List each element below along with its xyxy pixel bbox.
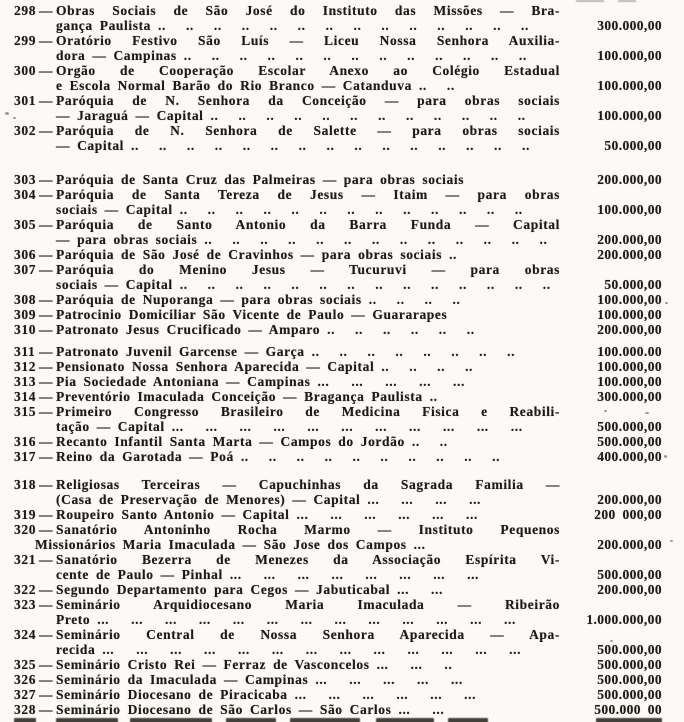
entry-line: [0, 612, 684, 627]
entry-dash: —: [39, 434, 54, 449]
entry-dash: —: [39, 63, 54, 78]
entry-text: — para obras sociais: [56, 232, 198, 247]
entry-amount: 200.000,00: [597, 537, 662, 552]
entry-line: [0, 232, 684, 247]
leader-dots: ... ... ... ... ... ... ... ... ... ... ... ... ...: [97, 612, 516, 627]
entry-line: [0, 202, 684, 217]
entry-number: 310: [14, 322, 37, 337]
entry-line: [0, 597, 684, 612]
entry-text: Pia Sociedade Antoniana — Campinas: [56, 374, 311, 389]
entry-line: [0, 292, 684, 307]
entry-line: [0, 123, 684, 138]
entry-text: Paróquia de São José de Cravinhos — para obras sociais: [56, 247, 443, 262]
entry-text: Seminário Cristo Rei — Ferraz de Vasconcelos: [56, 657, 370, 672]
entry-line: [0, 419, 684, 434]
entry-number: 318: [14, 477, 37, 492]
entry-dash: —: [39, 702, 54, 717]
entry-dash: —: [39, 292, 54, 307]
entry-dash: —: [39, 217, 54, 232]
leader-dots: ..: [449, 247, 458, 262]
entry-text: Preto: [56, 612, 91, 627]
leader-dots: .. .. .. .. .. .. .. ..: [311, 344, 516, 359]
entry-line: [0, 477, 684, 492]
entry-number: 325: [14, 657, 37, 672]
entry-text: Obras Sociais de São José do Instituto das Missões — Bra-: [56, 3, 560, 18]
entry-line: [0, 3, 684, 18]
leader-dots: .. .. .. ..: [368, 292, 461, 307]
entry-amount: 500.000,00: [597, 687, 662, 702]
entry-number: 321: [14, 552, 37, 567]
leader-dots: .. ..: [418, 78, 455, 93]
entry-line: [0, 18, 684, 33]
entry-line: [0, 522, 684, 537]
leader-dots: .. .. .. .. .. .. .. .. .. .. .. .. ..: [183, 48, 527, 63]
scan-speck: [664, 455, 667, 458]
entry-line: [0, 627, 684, 642]
leader-dots: .. .. .. .. .. .. .. .. .. ..: [240, 449, 501, 464]
entry-number: 299: [14, 33, 37, 48]
entry-amount: 100.000,00: [597, 359, 662, 374]
entry-amount: 500.000 00: [594, 702, 662, 717]
entry-amount: 200.000,00: [597, 582, 662, 597]
entry-amount: 100.000.00: [597, 344, 662, 359]
entry-text: Primeiro Congresso Brasileiro de Medicina Fisica e Reabili-: [56, 404, 560, 419]
entry-text: — Capital: [56, 138, 125, 153]
entry-amount: 100.000,00: [597, 78, 662, 93]
entry-dash: —: [39, 627, 54, 642]
entry-number: 317: [14, 449, 37, 464]
entry-line: [0, 507, 684, 522]
entry-list: [0, 3, 684, 717]
scan-speck: [670, 540, 673, 542]
scan-speck: [610, 640, 613, 642]
entry-number: 300: [14, 63, 37, 78]
scan-speck: [665, 302, 668, 304]
entry-line: [0, 552, 684, 567]
scan-speck: [645, 412, 649, 414]
entry-line: [0, 187, 684, 202]
entry-amount: 500.000,00: [597, 642, 662, 657]
entry-dash: —: [39, 93, 54, 108]
entry-text: Paróquia de N. Senhora da Conceição — para obras sociais: [56, 93, 560, 108]
entry-dash: —: [39, 262, 54, 277]
entry-text: Segundo Departamento para Cegos — Jabuticabal: [56, 582, 391, 597]
leader-dots: .. .. .. ..: [381, 359, 474, 374]
entry-line: [0, 359, 684, 374]
entry-text: Seminário Diocesano de Piracicaba: [56, 687, 288, 702]
entry-text: Paróquia de Santa Cruz das Palmeiras — para obras sociais: [56, 172, 465, 187]
leader-dots: ... ... ... ... ... ...: [296, 507, 478, 522]
entry-number: 308: [14, 292, 37, 307]
entry-dash: —: [39, 247, 54, 262]
scan-speck: [604, 410, 607, 412]
entry-dash: —: [39, 374, 54, 389]
entry-text: Patrocinio Domiciliar São Vicente de Paulo — Guararapes: [56, 307, 448, 322]
entry-number: 302: [14, 123, 37, 138]
leader-dots: ... ... ... ... ... ... ... ... ... ... ...: [171, 419, 523, 434]
entry-number: 306: [14, 247, 37, 262]
entry-text: Recanto Infantil Santa Marta — Campos do Jordão: [56, 434, 405, 449]
entry-text: (Casa de Preservação de Menores) — Capital: [56, 492, 361, 507]
entry-dash: —: [39, 597, 54, 612]
entry-line: [0, 307, 684, 322]
entry-line: [0, 687, 684, 702]
entry-dash: —: [39, 657, 54, 672]
entry-dash: —: [39, 33, 54, 48]
entry-line: [0, 537, 684, 552]
entry-text: Oratório Festivo São Luís — Liceu Nossa Senhora Auxilia-: [56, 33, 560, 48]
entry-text: Sanatório Antoninho Rocha Marmo — Instituto Pequenos: [56, 522, 560, 537]
entry-number: 307: [14, 262, 37, 277]
entry-text: Seminário Central de Nossa Senhora Aparecida — Apa-: [56, 627, 560, 642]
entry-dash: —: [39, 552, 54, 567]
entry-text: Seminário Diocesano de São Carlos — São Carlos: [56, 702, 392, 717]
entry-line: [0, 567, 684, 582]
entry-line: [0, 389, 684, 404]
entry-dash: —: [39, 389, 54, 404]
entry-text: sociais — Capital: [56, 277, 173, 292]
entry-dash: —: [39, 187, 54, 202]
entry-amount: 50.000,00: [604, 138, 662, 153]
entry-line: [0, 642, 684, 657]
entry-number: 309: [14, 307, 37, 322]
entry-text: Seminário da Imaculada — Campinas: [56, 672, 309, 687]
entry-number: 322: [14, 582, 37, 597]
entry-number: 319: [14, 507, 37, 522]
scan-speck: [13, 117, 16, 119]
entry-line: [0, 93, 684, 108]
leader-dots: .. .. .. .. .. ..: [327, 322, 475, 337]
entry-line: [0, 277, 684, 292]
leader-dots: ... ... ... ... ...: [317, 374, 465, 389]
leader-dots: .. .. .. .. .. .. .. .. .. .. .. ..: [210, 108, 526, 123]
entry-amount: 200.000,00: [597, 172, 662, 187]
entry-number: 315: [14, 404, 37, 419]
entry-text: sociais — Capital: [56, 202, 173, 217]
entry-text: Pensionato Nossa Senhora Aparecida — Capital: [56, 359, 375, 374]
entry-text: e Escola Normal Barão do Rio Branco — Catanduva: [56, 78, 412, 93]
entry-text: recida: [56, 642, 96, 657]
leader-dots: ... ...: [397, 582, 443, 597]
scan-speck: [5, 112, 9, 115]
entry-amount: 100.000,00: [597, 108, 662, 123]
entry-amount: 200.000,00: [597, 492, 662, 507]
entry-number: 313: [14, 374, 37, 389]
entry-line: [0, 657, 684, 672]
leader-dots: ...: [413, 537, 426, 552]
entry-text: — Jaraguá — Capital: [56, 108, 204, 123]
entry-number: 305: [14, 217, 37, 232]
entry-text: Sanatório Bezerra de Menezes da Associação Espírita Vi-: [56, 552, 560, 567]
entry-dash: —: [39, 322, 54, 337]
entry-text: Paróquia de N. Senhora de Salette — para obras sociais: [56, 123, 560, 138]
entry-dash: —: [39, 582, 54, 597]
entry-amount: 300.000,00: [597, 18, 662, 33]
leader-dots: .. .. .. .. .. .. .. .. .. .. .. .. .. ..: [179, 277, 551, 292]
entry-text: Roupeiro Santo Antonio — Capital: [56, 507, 290, 522]
entry-line: [0, 702, 684, 717]
entry-number: 328: [14, 702, 37, 717]
entry-number: 311: [14, 344, 36, 359]
entry-amount: 100.000,00: [597, 307, 662, 322]
entry-amount: 100.000,00: [597, 374, 662, 389]
entry-line: [0, 374, 684, 389]
leader-dots: .. .. .. .. .. .. .. .. .. .. .. .. .. ..: [158, 18, 530, 33]
entry-number: 303: [14, 172, 37, 187]
entry-text: Patronato Jesus Crucificado — Amparo: [56, 322, 321, 337]
entry-line: [0, 582, 684, 597]
entry-dash: —: [39, 507, 54, 522]
entry-line: [0, 108, 684, 123]
entry-number: 323: [14, 597, 37, 612]
entry-amount: 500.000,00: [597, 434, 662, 449]
entry-number: 327: [14, 687, 37, 702]
entry-dash: —: [39, 359, 54, 374]
leader-dots: .. ..: [411, 434, 448, 449]
entry-text: Reino da Garotada — Poá: [56, 449, 234, 464]
leader-dots: .. .. .. .. .. .. .. .. .. .. .. .. ..: [204, 232, 548, 247]
entry-number: 298: [14, 3, 37, 18]
entry-line: [0, 172, 684, 187]
entry-line: [0, 247, 684, 262]
entry-amount: 300.000,00: [597, 389, 662, 404]
entry-text: Missionários Maria Imaculada — São Jose dos Campos: [35, 537, 407, 552]
entry-line: [0, 138, 684, 153]
entry-amount: 50.000,00: [604, 277, 662, 292]
entry-number: 316: [14, 434, 37, 449]
entry-number: 326: [14, 672, 37, 687]
entry-amount: 200.000,00: [597, 247, 662, 262]
entry-dash: —: [39, 344, 54, 359]
entry-amount: 500.000,00: [597, 672, 662, 687]
leader-dots: .. .. .. .. .. .. .. .. .. .. .. .. .. .. ..: [131, 138, 530, 153]
entry-text: Seminário Arquidiocesano Maria Imaculada — Ribeirão: [56, 597, 560, 612]
entry-amount: 500.000,00: [597, 419, 662, 434]
entry-amount: 500.000,00: [597, 567, 662, 582]
leader-dots: ... ...: [398, 702, 445, 717]
entry-text: tação — Capital: [56, 419, 165, 434]
entry-dash: —: [39, 477, 54, 492]
entry-number: 314: [14, 389, 37, 404]
leader-dots: ... ... ... ... ... ... ... ... ... ... ... ... ...: [102, 642, 522, 657]
entry-text: Religiosas Terceiras — Capuchinhas da Sagrada Familia —: [56, 477, 560, 492]
entry-amount: 100.000,00: [597, 292, 662, 307]
entry-amount: 200 000,00: [594, 507, 662, 522]
entry-dash: —: [39, 404, 54, 419]
entry-text: Paróquia do Menino Jesus — Tucuruvi — para obras: [56, 262, 560, 277]
entry-number: 324: [14, 627, 37, 642]
entry-text: gança Paulista: [56, 18, 152, 33]
entry-amount: 400.000,00: [597, 449, 662, 464]
entry-number: 304: [14, 187, 37, 202]
entry-line: [0, 492, 684, 507]
entry-text: cente de Paulo — Pinhal: [56, 567, 223, 582]
entry-amount: 100.000,00: [597, 48, 662, 63]
entry-line: [0, 344, 684, 359]
entry-text: Paróquia de Nuporanga — para obras sociais: [56, 292, 362, 307]
entry-line: [0, 322, 684, 337]
entry-line: [0, 672, 684, 687]
leader-dots: .. .. .. .. .. .. .. .. .. .. .. .. ..: [179, 202, 523, 217]
leader-dots: ... ... ... ...: [367, 492, 482, 507]
entry-line: [0, 217, 684, 232]
entry-line: [0, 48, 684, 63]
entry-dash: —: [39, 123, 54, 138]
cropped-previous-line-artifact: [576, 0, 604, 2]
entry-text: dora — Campinas: [56, 48, 177, 63]
leader-dots: ..: [429, 389, 438, 404]
entry-number: 301: [14, 93, 37, 108]
entry-line: [0, 262, 684, 277]
entry-text: Paróquia de Santo Antonio da Barra Funda — Capital: [56, 217, 560, 232]
entry-amount: 1.000.000,00: [586, 612, 662, 627]
entry-amount: 200.000,00: [597, 322, 662, 337]
entry-dash: —: [39, 687, 54, 702]
entry-dash: —: [39, 672, 54, 687]
entry-text: Patronato Juvenil Garcense — Garça: [56, 344, 305, 359]
entry-line: [0, 434, 684, 449]
leader-dots: ... ... ... ... ... ...: [294, 687, 477, 702]
entry-amount: 500.000,00: [597, 657, 662, 672]
entry-number: 320: [14, 522, 37, 537]
entry-line: [0, 33, 684, 48]
entry-amount: 100.000,00: [597, 202, 662, 217]
entry-line: [0, 63, 684, 78]
leader-dots: ... ... ... ... ... ... ... ...: [229, 567, 480, 582]
entry-dash: —: [39, 522, 54, 537]
entry-text: Paróquia de Santa Tereza de Jesus — Itaim — para obras: [56, 187, 560, 202]
entry-number: 312: [14, 359, 37, 374]
entry-dash: —: [39, 307, 54, 322]
entry-dash: —: [39, 3, 54, 18]
entry-dash: —: [39, 449, 54, 464]
cropped-previous-line-artifact: [618, 0, 636, 2]
entry-amount: 200.000,00: [597, 232, 662, 247]
entry-text: Preventório Imaculada Conceição — Bragança Paulista: [56, 389, 423, 404]
entry-dash: —: [39, 172, 54, 187]
leader-dots: ... ... ..: [376, 657, 453, 672]
entry-text: Orgão de Cooperação Escolar Anexo ao Colégio Estadual: [56, 63, 560, 78]
entry-line: [0, 449, 684, 464]
leader-dots: ... ... ... ... ...: [315, 672, 463, 687]
entry-line: [0, 78, 684, 93]
entry-line: [0, 404, 684, 419]
